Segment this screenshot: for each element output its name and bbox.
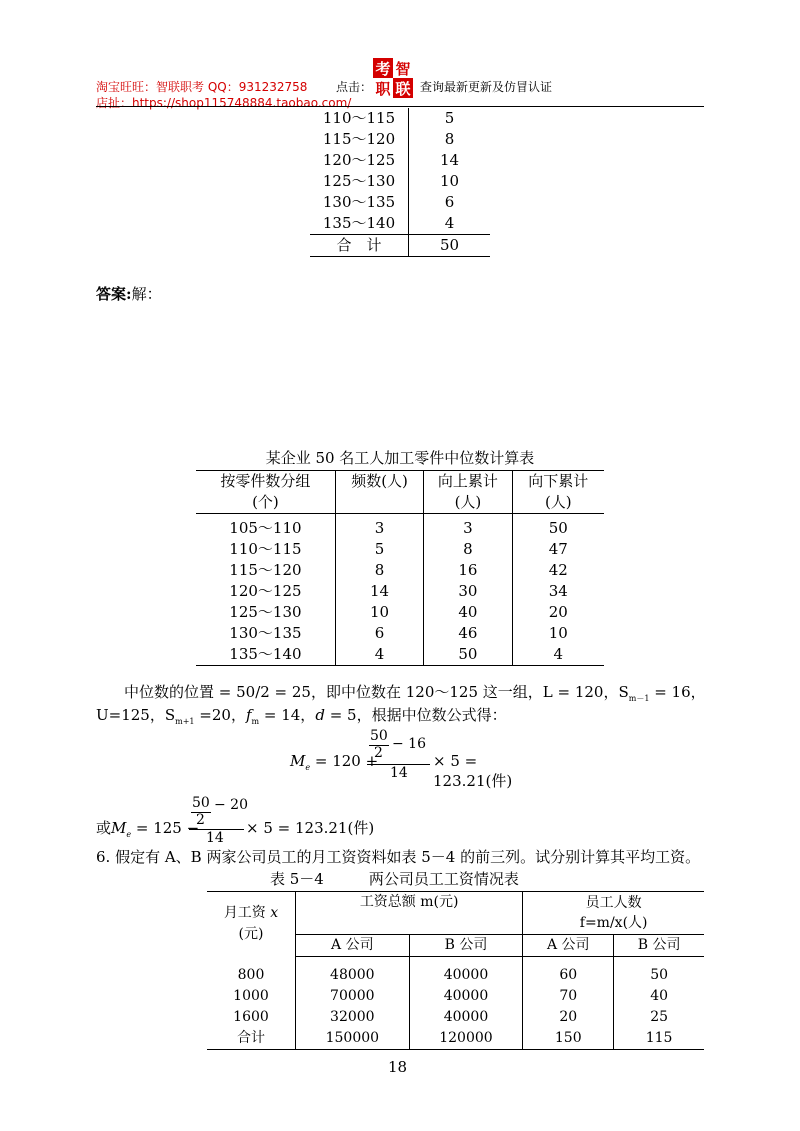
table-cell: 120～125 [229, 582, 302, 600]
sub-m-plus-1: m+1 [175, 717, 195, 726]
svg-text:联: 联 [395, 80, 411, 98]
svg-text:考: 考 [375, 60, 391, 78]
sub-m: m [251, 717, 260, 726]
table-row [196, 539, 604, 560]
table-cell: 8 [335, 560, 423, 581]
shop-url-link[interactable]: 店扯：https://shop115748884.taobao.com/ [96, 96, 352, 110]
svg-text:智: 智 [395, 60, 411, 78]
table-cell: 50 [614, 965, 704, 986]
header-rule [96, 106, 704, 107]
header-unit-cell: (人) [512, 492, 604, 514]
param-d-value: = 5，根据中位数公式得： [324, 706, 507, 724]
table-cell: 3 [424, 514, 512, 540]
table-cell: 14 [335, 581, 423, 602]
table-row [196, 514, 604, 540]
count-cell: 6 [444, 193, 455, 211]
frequency-table-continued [310, 108, 490, 257]
table-cell: 110～115 [229, 540, 302, 558]
table-cell: 50 [424, 644, 512, 666]
formula1-result: × 5 = 123.21(件) [433, 752, 513, 790]
table-cell: 40000 [409, 1007, 523, 1028]
table-cell: 105～110 [229, 519, 302, 537]
formula1-minus: − 16 [392, 736, 426, 752]
param-d: d [315, 706, 325, 724]
table-cell: 8 [424, 539, 512, 560]
sub-m-minus-1: m－1 [628, 694, 650, 703]
group-cell: 120～125 [310, 150, 409, 171]
total-label: 合 计 [310, 235, 409, 257]
formula2-prefix: 或 [96, 819, 112, 837]
table-cell: 10 [512, 623, 604, 644]
table-row [207, 965, 704, 986]
wage-col-var: x [270, 905, 279, 922]
table-cell: 4 [512, 644, 604, 666]
table-cell: 6 [335, 623, 423, 644]
table-row [310, 129, 490, 150]
table-cell: 130～135 [229, 624, 302, 642]
click-label: 点击： [336, 80, 373, 94]
header-unit-cell: (个) [196, 492, 335, 514]
table-cell: 40 [614, 986, 704, 1007]
table-cell: 60 [523, 965, 614, 986]
table-row [207, 986, 704, 1007]
table-cell: 3 [335, 514, 423, 540]
formula2-num-top: 50 [192, 795, 210, 811]
header-cell: 向下累计 [512, 471, 604, 493]
header-cell: 频数(人) [335, 471, 423, 493]
svg-text:职: 职 [375, 80, 391, 98]
shop-contact-line: 淘宝旺旺：智联职考 QQ：931232758 [96, 80, 308, 94]
table-cell: 1000 [233, 988, 269, 1004]
formula1-num-top: 50 [370, 728, 388, 744]
table-row [196, 623, 604, 644]
formula2-num-bottom: 2 [196, 812, 205, 828]
table-cell: 47 [512, 539, 604, 560]
table-row [196, 644, 604, 666]
count-cell: 10 [439, 172, 460, 190]
table-cell: 5 [335, 539, 423, 560]
table-cell: 32000 [296, 1007, 410, 1028]
table-row [196, 581, 604, 602]
answer-colon: : [126, 285, 132, 303]
table-cell: 115 [614, 1028, 704, 1050]
formula2-eq: = 125 − [131, 819, 200, 837]
formula2-denom: 14 [206, 830, 224, 846]
table-cell: 34 [512, 581, 604, 602]
table-cell: 40 [424, 602, 512, 623]
verify-link[interactable]: 查询最新更新及仿冒认证 [420, 80, 553, 94]
answer-label: 答案 [96, 285, 127, 303]
staff-head [523, 892, 704, 935]
median-calc-table [196, 470, 604, 666]
subheader-cell: B 公司 [409, 935, 523, 957]
subheader-cell: A 公司 [296, 935, 410, 957]
total-wage-head: 工资总额 m(元) [296, 892, 523, 935]
param-u: U=125，S [96, 706, 176, 724]
table-cell: 1600 [233, 1009, 269, 1025]
table-cell: 40000 [409, 986, 523, 1007]
table-row [310, 108, 490, 129]
table-row [310, 192, 490, 213]
table-cell: 42 [512, 560, 604, 581]
param-s-value: =20， [194, 706, 246, 724]
table-cell: 40000 [409, 965, 523, 986]
param-f-value: = 14， [259, 706, 316, 724]
count-cell: 8 [444, 130, 455, 148]
table-cell: 125～130 [229, 603, 302, 621]
group-cell: 125～130 [310, 171, 409, 192]
total-value: 50 [409, 235, 491, 257]
formula1-eq: = 120 + [310, 752, 379, 770]
table-row [310, 171, 490, 192]
formula2-minus: − 20 [214, 797, 248, 813]
table-cell: 46 [424, 623, 512, 644]
table-row [310, 150, 490, 171]
header-unit-cell [335, 492, 423, 514]
formula2-lhs-sub: e [126, 830, 132, 839]
group-cell: 130～135 [310, 192, 409, 213]
count-cell: 4 [444, 214, 455, 232]
wage-table-title: 表 5－4 两公司员工工资情况表 [270, 870, 519, 888]
param-f: f [245, 706, 252, 724]
subheader-cell: A 公司 [523, 935, 614, 957]
table-cell: 25 [614, 1007, 704, 1028]
wage-col-unit: (元) [238, 926, 264, 943]
table-cell: 30 [424, 581, 512, 602]
formula1-num-bottom: 2 [374, 745, 383, 761]
table-cell: 800 [237, 967, 265, 983]
group-cell: 135～140 [310, 213, 409, 235]
table-cell: 4 [335, 644, 423, 666]
subheader-cell: B 公司 [614, 935, 704, 957]
zhilian-logo[interactable] [373, 58, 413, 98]
formula2-lhs: M [111, 819, 127, 837]
table-cell: 70000 [296, 986, 410, 1007]
count-cell: 14 [439, 151, 460, 169]
question-6-text: 6. 假定有 A、B 两家公司员工的月工资资料如表 5－4 的前三列。试分别计算其平均工资。 [96, 848, 701, 866]
wage-table [207, 891, 704, 1050]
median-text-line1: 中位数的位置 = 50/2 = 25，即中位数在 120～125 这一组，L = 120，S [124, 683, 629, 701]
answer-text: 解： [131, 285, 162, 303]
answer-heading [96, 283, 162, 304]
table-cell: 20 [523, 1007, 614, 1028]
count-cell: 5 [444, 109, 455, 127]
group-cell: 115～120 [310, 129, 409, 150]
median-formula-1 [290, 728, 550, 790]
table-cell: 16 [424, 560, 512, 581]
table-row [207, 1028, 704, 1050]
table-cell: 20 [512, 602, 604, 623]
wage-col-head [207, 892, 296, 957]
table-cell: 合计 [237, 1030, 265, 1046]
table-row [207, 1007, 704, 1028]
header-cell: 按零件数分组 [220, 472, 311, 490]
header-cell: 向上累计 [424, 471, 512, 493]
table-cell: 48000 [296, 965, 410, 986]
formula1-lhs-sub: e [305, 763, 311, 772]
table-cell: 150000 [296, 1028, 410, 1050]
wage-col-label: 月工资 [223, 905, 266, 922]
group-cell: 110～115 [310, 108, 409, 129]
header-unit-cell: (人) [424, 492, 512, 514]
table-cell: 50 [512, 514, 604, 540]
median-text-line1-end: = 16， [649, 683, 706, 701]
page-number: 18 [388, 1058, 408, 1076]
table-cell: 10 [335, 602, 423, 623]
table-cell: 70 [523, 986, 614, 1007]
table-cell: 115～120 [229, 561, 302, 579]
formula1-denom: 14 [390, 765, 408, 781]
table-row [196, 602, 604, 623]
formula1-lhs: M [290, 752, 306, 770]
median-table-title: 某企业 50 名工人加工零件中位数计算表 [265, 449, 535, 467]
staff-head-label: 员工人数 [585, 895, 642, 911]
table-cell: 150 [523, 1028, 614, 1050]
formula2-result: × 5 = 123.21(件) [246, 819, 375, 837]
table-cell: 135～140 [229, 645, 302, 663]
table-cell: 120000 [409, 1028, 523, 1050]
table-row [310, 213, 490, 235]
staff-head-formula: f=m/x(人) [579, 915, 648, 931]
table-row [196, 560, 604, 581]
